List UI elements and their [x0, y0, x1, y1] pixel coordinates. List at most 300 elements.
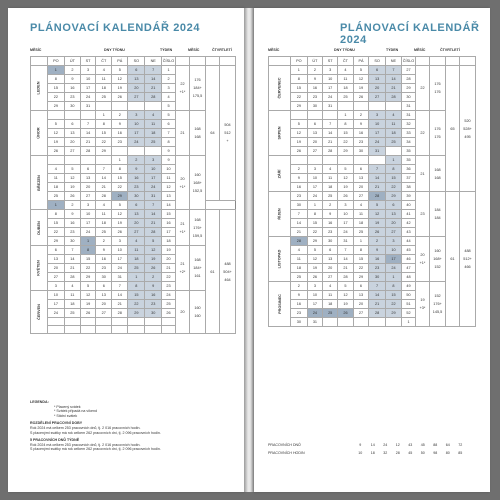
calendar-cell: 25: [96, 228, 112, 237]
calendar-cell: [96, 156, 112, 165]
calendar-cell: 4: [162, 93, 176, 102]
calendar-cell: 5: [145, 237, 162, 246]
calendar-cell: 1: [80, 237, 95, 246]
calendar-cell: 22: [385, 183, 401, 192]
calendar-cell: 11: [96, 210, 112, 219]
calendar-cell: ČT: [96, 57, 112, 66]
calendar-cell: 23: [353, 138, 369, 147]
calendar-cell: 3: [80, 201, 95, 210]
calendar-cell: 7: [385, 66, 401, 75]
calendar-cell: 2: [291, 282, 308, 291]
calendar-cell: 29: [47, 237, 64, 246]
calendar-cell: 30: [291, 318, 308, 327]
calendar-cell: 31: [112, 273, 128, 282]
calendar-cell: 18: [47, 183, 64, 192]
calendar-cell: 13: [162, 192, 176, 201]
calendar-cell: 27: [47, 273, 64, 282]
calendar-cell: 27: [353, 192, 369, 201]
calendar-cell: 20: [307, 138, 323, 147]
calendar-cell: 28: [145, 93, 162, 102]
calendar-cell: 16: [64, 219, 80, 228]
month-stats-header: MĚSÍC: [414, 48, 426, 52]
calendar-cell: 16: [112, 129, 128, 138]
calendar-cell: ČT: [338, 57, 354, 66]
calendar-cell: 25: [353, 228, 369, 237]
month-header: MĚSÍC: [268, 48, 280, 52]
calendar-cell: 25: [291, 273, 308, 282]
calendar-cell: 6: [353, 165, 369, 174]
calendar-cell: 6: [369, 66, 386, 75]
calendar-cell: 3: [162, 84, 176, 93]
calendar-cell: 20 +1*: [416, 237, 430, 282]
calendar-cell: 4: [353, 201, 369, 210]
calendar-cell: 29: [307, 237, 323, 246]
calendar-cell: 9: [162, 147, 176, 156]
calendar-cell: 26: [307, 273, 323, 282]
calendar-cell: 13: [96, 291, 112, 300]
calendar-cell: 22: [80, 264, 95, 273]
calendar-cell: [128, 326, 145, 334]
calendar-cell: [430, 57, 446, 66]
calendar-cell: 24: [145, 183, 162, 192]
footer-work-days: 9 14 24 12 43 45 88 64 72: [359, 443, 463, 447]
calendar-cell: 12: [112, 75, 128, 84]
calendar-cell: 10: [112, 246, 128, 255]
calendar-cell: 24: [369, 138, 386, 147]
calendar-cell: 15: [47, 219, 64, 228]
calendar-cell: [323, 318, 338, 327]
calendar-cell: [385, 147, 401, 156]
calendar-cell: 3: [307, 282, 323, 291]
calendar-cell: 15: [385, 291, 401, 300]
calendar-cell: 46: [402, 255, 416, 264]
calendar-cell: 3: [307, 165, 323, 174]
calendar-cell: [338, 156, 354, 165]
calendar-cell: 42: [402, 219, 416, 228]
calendar-cell: [112, 326, 128, 334]
calendar-cell: 5: [112, 66, 128, 75]
calendar-cell: 26: [64, 192, 80, 201]
calendar-cell: 18: [291, 264, 308, 273]
calendar-cell: 48: [402, 273, 416, 282]
calendar-cell: 21: [145, 84, 162, 93]
calendar-cell: 16: [162, 219, 176, 228]
calendar-cell: 23: [291, 192, 308, 201]
calendar-cell: 2: [369, 237, 386, 246]
calendar-cell: 5: [64, 165, 80, 174]
calendar-cell: 19: [369, 219, 386, 228]
calendar-cell: [112, 318, 128, 326]
calendar-cell: 9: [369, 246, 386, 255]
calendar-cell: 33: [402, 129, 416, 138]
calendar-cell: PO: [47, 57, 64, 66]
calendar-cell: 18: [323, 183, 338, 192]
calendar-cell: 30: [64, 102, 80, 111]
calendar-cell: 2: [291, 165, 308, 174]
calendar-cell: 22: [47, 228, 64, 237]
calendar-cell: 5: [162, 111, 176, 120]
calendar-cell: 13: [323, 255, 338, 264]
calendar-cell: 1: [291, 66, 308, 75]
calendar-cell: 18: [323, 300, 338, 309]
calendar-cell: 26: [145, 264, 162, 273]
calendar-cell: 12: [307, 255, 323, 264]
calendar-cell: 10: [323, 75, 338, 84]
calendar-cell: 15: [307, 219, 323, 228]
calendar-cell: 27: [64, 147, 80, 156]
calendar-cell: 1: [128, 273, 145, 282]
calendar-cell: 24: [307, 192, 323, 201]
calendar-cell: 17: [162, 228, 176, 237]
calendar-cell: 17: [307, 300, 323, 309]
calendar-cell: 18: [96, 84, 112, 93]
calendar-cell: 1: [385, 156, 401, 165]
calendar-cell: 10: [47, 291, 64, 300]
month-header: MĚSÍC: [30, 48, 42, 52]
calendar-cell: 19: [80, 300, 95, 309]
calendar-cell: 22: [416, 111, 430, 156]
calendar-cell: 22: [385, 300, 401, 309]
calendar-cell: 27: [353, 309, 369, 318]
calendar-cell: 52: [402, 309, 416, 318]
calendar-cell: 11: [128, 246, 145, 255]
calendar-cell: 21: [291, 228, 308, 237]
right-page: [254, 8, 490, 492]
calendar-cell: 19: [112, 84, 128, 93]
calendar-cell: 25: [128, 264, 145, 273]
calendar-cell: 2: [145, 273, 162, 282]
calendar-cell: 8: [338, 120, 354, 129]
calendar-cell: 26: [112, 228, 128, 237]
calendar-cell: 5: [369, 201, 386, 210]
calendar-cell: 21: [112, 300, 128, 309]
calendar-cell: 3: [338, 201, 354, 210]
calendar-cell: 23: [291, 309, 308, 318]
calendar-cell: 22: [128, 300, 145, 309]
calendar-cell: 23: [323, 228, 338, 237]
calendar-cell: 20: [47, 264, 64, 273]
calendar-cell: ST: [80, 57, 95, 66]
calendar-cell: 11: [96, 75, 112, 84]
calendar-cell: [385, 318, 401, 327]
calendar-cell: 21: [416, 156, 430, 192]
calendar-cell: 28: [369, 192, 386, 201]
calendar-cell: 26: [338, 309, 354, 318]
calendar-cell: 10: [307, 291, 323, 300]
page-title: PLÁNOVACÍ KALENDÁŘ 2024: [340, 22, 480, 46]
calendar-cell: 13: [64, 129, 80, 138]
calendar-cell: 28: [112, 309, 128, 318]
calendar-cell: 12: [112, 210, 128, 219]
book-gutter: [244, 8, 254, 492]
calendar-cell: 29: [128, 309, 145, 318]
calendar-cell: 28: [80, 147, 95, 156]
calendar-cell: ÚT: [307, 57, 323, 66]
calendar-cell: 17: [128, 129, 145, 138]
calendar-cell: 31: [145, 192, 162, 201]
calendar-cell: 17: [80, 84, 95, 93]
calendar-cell: [128, 318, 145, 326]
calendar-cell: 14: [385, 75, 401, 84]
calendar-cell: 29: [385, 192, 401, 201]
calendar-cell: 29: [402, 84, 416, 93]
calendar-cell: 15: [80, 255, 95, 264]
calendar-cell: 7: [369, 282, 386, 291]
calendar-cell: LISTOPAD: [269, 237, 291, 282]
calendar-cell: 14: [162, 201, 176, 210]
calendar-cell: 29: [80, 273, 95, 282]
calendar-cell: 8: [96, 120, 112, 129]
calendar-cell: [446, 57, 460, 66]
calendar-cell: 25: [385, 138, 401, 147]
calendar-cell: [64, 111, 80, 120]
calendar-cell: 22: [162, 273, 176, 282]
calendar-cell: 20: [96, 300, 112, 309]
calendar-cell: 19: [112, 219, 128, 228]
calendar-cell: 35: [402, 147, 416, 156]
calendar-cell: 8: [162, 138, 176, 147]
calendar-cell: 17: [323, 84, 338, 93]
calendar-cell: 12: [145, 246, 162, 255]
calendar-cell: [31, 57, 48, 66]
calendar-cell: [128, 147, 145, 156]
calendar-cell: 8: [112, 165, 128, 174]
calendar-cell: 12: [47, 129, 64, 138]
calendar-cell: 20: [128, 219, 145, 228]
calendar-cell: 21: [96, 183, 112, 192]
calendar-cell: 7: [80, 120, 95, 129]
calendar-cell: 14: [112, 291, 128, 300]
calendar-cell: 12: [162, 183, 176, 192]
calendar-cell: 11: [385, 120, 401, 129]
calendar-cell: 22: [291, 93, 308, 102]
calendar-cell: 20: [80, 183, 95, 192]
calendar-cell: 7: [112, 282, 128, 291]
calendar-cell: 3: [369, 111, 386, 120]
calendar-cell: 19: [353, 84, 369, 93]
calendar-cell: 5: [112, 201, 128, 210]
calendar-cell: 27: [385, 228, 401, 237]
calendar-cell: 23: [416, 192, 430, 237]
calendar-cell: 65: [446, 66, 460, 192]
calendar-cell: 47: [402, 264, 416, 273]
days-of-week-header: DNY TÝDNU: [334, 48, 355, 52]
calendar-cell: 40: [402, 201, 416, 210]
calendar-cell: 2: [353, 111, 369, 120]
calendar-cell: 11: [145, 120, 162, 129]
calendar-cell: 14: [338, 255, 354, 264]
calendar-cell: [307, 156, 323, 165]
calendar-cell: 30: [145, 309, 162, 318]
calendar-cell: 21: [176, 111, 190, 156]
calendar-cell: 1: [47, 201, 64, 210]
calendar-cell: 6: [353, 282, 369, 291]
calendar-cell: 8: [385, 282, 401, 291]
calendar-cell: 4: [323, 165, 338, 174]
calendar-cell: 6: [162, 120, 176, 129]
calendar-cell: [162, 326, 176, 334]
calendar-cell: 22: [112, 183, 128, 192]
calendar-cell: 15: [162, 210, 176, 219]
calendar-cell: 29: [338, 147, 354, 156]
calendar-cell: [206, 57, 220, 66]
calendar-cell: 9: [291, 291, 308, 300]
calendar-cell: 27: [80, 192, 95, 201]
calendar-cell: 30: [402, 93, 416, 102]
calendar-cell: 17: [338, 219, 354, 228]
calendar-cell: 168 168: [430, 156, 446, 192]
calendar-cell: 16: [128, 174, 145, 183]
calendar-cell: 31: [402, 111, 416, 120]
calendar-cell: 30: [323, 237, 338, 246]
calendar-cell: 18: [96, 219, 112, 228]
calendar-cell: 26: [47, 147, 64, 156]
calendar-cell: 10: [307, 174, 323, 183]
calendar-cell: ČERVEN: [31, 291, 48, 334]
calendar-cell: 26: [162, 309, 176, 318]
calendar-cell: 20: [64, 138, 80, 147]
calendar-cell: 21: [369, 300, 386, 309]
calendar-cell: 16: [307, 84, 323, 93]
calendar-cell: 6: [80, 165, 95, 174]
calendar-cell: 2: [112, 111, 128, 120]
calendar-cell: 30: [369, 273, 386, 282]
calendar-cell: 7: [323, 120, 338, 129]
calendar-cell: ÚT: [64, 57, 80, 66]
calendar-cell: [162, 318, 176, 326]
calendar-cell: 16: [96, 255, 112, 264]
calendar-cell: [385, 102, 401, 111]
calendar-cell: 160 168+ 152,5: [190, 156, 206, 210]
calendar-cell: 8: [128, 282, 145, 291]
calendar-cell: NE: [385, 57, 401, 66]
calendar-cell: [353, 102, 369, 111]
calendar-cell: 29: [385, 309, 401, 318]
calendar-cell: 22: [353, 264, 369, 273]
calendar-cell: [176, 57, 190, 66]
calendar-cell: 24: [307, 309, 323, 318]
calendar-cell: [47, 318, 64, 326]
calendar-cell: 43: [402, 228, 416, 237]
calendar-cell: 5: [162, 102, 176, 111]
calendar-cell: 5: [47, 120, 64, 129]
calendar-cell: 15: [338, 129, 354, 138]
calendar-cell: 16: [291, 183, 308, 192]
calendar-cell: 20: [353, 183, 369, 192]
calendar-cell: [353, 318, 369, 327]
calendar-cell: [145, 318, 162, 326]
calendar-cell: 488 504+ 464: [220, 210, 236, 334]
calendar-cell: [112, 102, 128, 111]
calendar-cell: [64, 156, 80, 165]
footer-work-hours: 10 18 32 28 45 50 98 80 85: [358, 451, 463, 455]
calendar-cell: 27: [369, 93, 386, 102]
calendar-cell: 23: [369, 264, 386, 273]
calendar-cell: PROSINEC: [269, 282, 291, 327]
calendar-cell: 11: [353, 210, 369, 219]
calendar-cell: 30: [291, 201, 308, 210]
calendar-cell: 24: [338, 228, 354, 237]
calendar-cell: [112, 147, 128, 156]
calendar-cell: 31: [80, 102, 95, 111]
calendar-cell: 28: [338, 273, 354, 282]
calendar-cell: 28: [145, 228, 162, 237]
calendar-cell: 21: [64, 264, 80, 273]
page-title: PLÁNOVACÍ KALENDÁŘ 2024: [30, 22, 201, 34]
calendar-cell: 27: [128, 93, 145, 102]
calendar-cell: 19: [64, 183, 80, 192]
calendar-cell: 21: [162, 264, 176, 273]
calendar-cell: 24: [323, 93, 338, 102]
calendar-cell: 14: [64, 255, 80, 264]
calendar-cell: 25: [64, 309, 80, 318]
calendar-cell: 1: [47, 66, 64, 75]
calendar-cell: [369, 102, 386, 111]
calendar-cell: 11: [47, 174, 64, 183]
calendar-cell: 3: [145, 156, 162, 165]
calendar-cell: 4: [145, 111, 162, 120]
calendar-cell: 20: [369, 84, 386, 93]
calendar-cell: 28: [385, 93, 401, 102]
calendar-cell: 5: [338, 165, 354, 174]
calendar-cell: 13: [47, 255, 64, 264]
calendar-cell: 26: [112, 93, 128, 102]
calendar-cell: SO: [369, 57, 386, 66]
calendar-cell: 25: [162, 300, 176, 309]
calendar-cell: 14: [80, 129, 95, 138]
calendar-cell: PO: [291, 57, 308, 66]
calendar-cell: 8: [47, 210, 64, 219]
calendar-cell: [80, 318, 95, 326]
calendar-cell: [416, 57, 430, 66]
calendar-cell: 9: [128, 165, 145, 174]
calendar-cell: 19: [338, 300, 354, 309]
calendar-cell: 10: [80, 75, 95, 84]
calendar-cell: 176 184+ 175,5: [190, 66, 206, 111]
calendar-cell: 23: [64, 228, 80, 237]
calendar-cell: 13: [128, 210, 145, 219]
calendar-cell: 37: [402, 174, 416, 183]
calendar-cell: 14: [369, 174, 386, 183]
calendar-cell: 1: [353, 237, 369, 246]
calendar-cell: [145, 147, 162, 156]
calendar-cell: 1: [96, 111, 112, 120]
calendar-cell: 3: [323, 66, 338, 75]
calendar-cell: 12: [353, 75, 369, 84]
calendar-cell: 184 184: [430, 192, 446, 237]
calendar-cell: 1: [385, 273, 401, 282]
calendar-cell: 9: [112, 120, 128, 129]
calendar-cell: [369, 156, 386, 165]
footer-work-hours-label: PRACOVNÍCH HODIN: [268, 451, 305, 455]
calendar-cell: 7: [291, 210, 308, 219]
calendar-cell: 18: [338, 84, 354, 93]
calendar-cell: 20: [128, 84, 145, 93]
calendar-cell: 29: [291, 102, 308, 111]
calendar-cell: 176 176: [430, 111, 446, 156]
calendar-cell: 23: [162, 282, 176, 291]
calendar-cell: 19: [47, 138, 64, 147]
calendar-cell: 24: [47, 309, 64, 318]
calendar-cell: 160 160: [190, 291, 206, 334]
calendar-cell: 13: [353, 291, 369, 300]
calendar-cell: 23: [112, 138, 128, 147]
calendar-cell: 26: [353, 93, 369, 102]
calendar-cell: 21 +1*: [176, 210, 190, 246]
calendar-cell: 9: [307, 75, 323, 84]
calendar-cell: 15: [112, 174, 128, 183]
calendar-cell: 3: [112, 237, 128, 246]
